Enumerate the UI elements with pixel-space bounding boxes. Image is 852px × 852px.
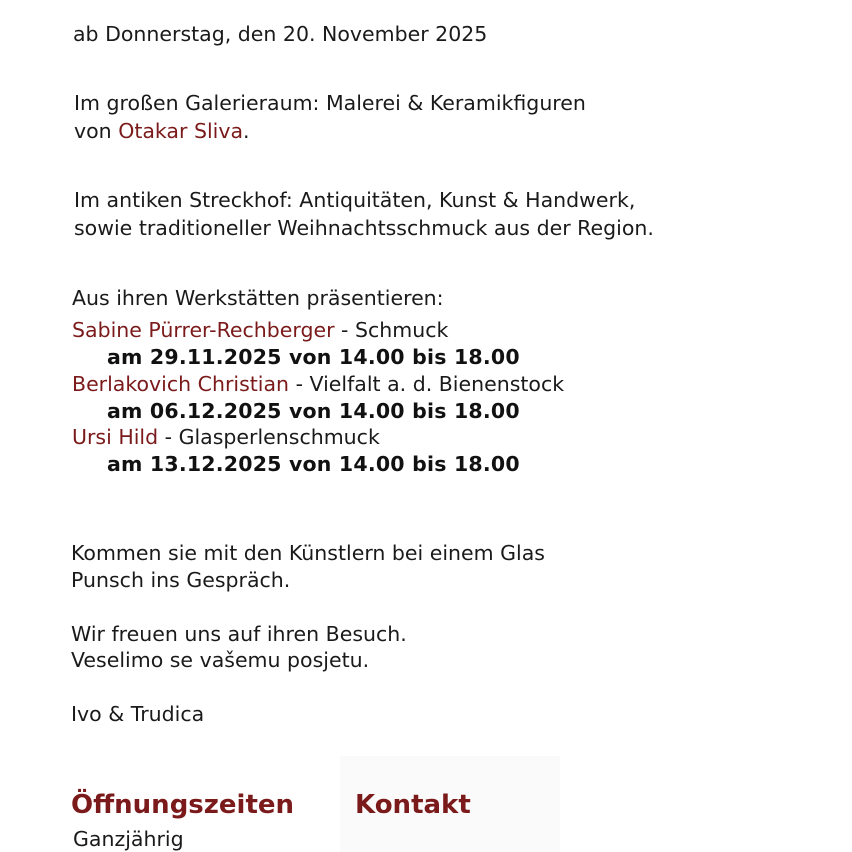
workshop-craft: - Vielfalt a. d. Bienenstock (289, 372, 565, 396)
gallery-line-2-suffix: . (243, 119, 250, 143)
invitation-line-1: Kommen sie mit den Künstlern bei einem Glas (71, 541, 545, 565)
artist-link-otakar-sliva[interactable]: Otakar Sliva (118, 119, 244, 143)
workshop-artist-name[interactable]: Ursi Hild (72, 425, 159, 449)
closing-line-2: Veselimo se vašemu posjetu. (71, 648, 370, 672)
signature: Ivo & Trudica (71, 702, 205, 726)
workshop-artist-name[interactable]: Sabine Pürrer-Rechberger (72, 318, 335, 342)
workshop-craft: - Schmuck (334, 318, 449, 342)
workshop-date-1: am 29.11.2025 von 14.00 bis 18.00 (107, 345, 520, 369)
workshop-item-1 (72, 317, 448, 343)
gallery-line-2 (74, 118, 250, 144)
gallery-line-1: Im großen Galerieraum: Malerei & Keramikfiguren (74, 91, 586, 115)
invitation-line-2: Punsch ins Gespräch. (71, 568, 291, 592)
workshop-item-3 (72, 424, 380, 450)
opening-date: ab Donnerstag, den 20. November 2025 (73, 22, 488, 46)
contact-heading[interactable]: Kontakt (355, 790, 471, 820)
workshop-artist-name[interactable]: Berlakovich Christian (72, 372, 290, 396)
opening-hours-text: Ganzjährig (73, 827, 184, 851)
workshop-item-2 (72, 371, 564, 397)
workshop-craft: - Glasperlenschmuck (158, 425, 380, 449)
streckhof-line-1: Im antiken Streckhof: Antiquitäten, Kunst & Handwerk, (74, 188, 636, 212)
opening-hours-heading[interactable]: Öffnungszeiten (71, 790, 295, 820)
workshop-date-2: am 06.12.2025 von 14.00 bis 18.00 (107, 399, 520, 423)
workshops-intro: Aus ihren Werkstätten präsentieren: (72, 286, 444, 310)
workshop-date-3: am 13.12.2025 von 14.00 bis 18.00 (107, 452, 520, 476)
gallery-line-2-prefix: von (74, 119, 119, 143)
streckhof-line-2: sowie traditioneller Weihnachtsschmuck aus der Region. (74, 216, 654, 240)
closing-line-1: Wir freuen uns auf ihren Besuch. (71, 622, 407, 646)
clipped-top-text (72, 0, 418, 2)
